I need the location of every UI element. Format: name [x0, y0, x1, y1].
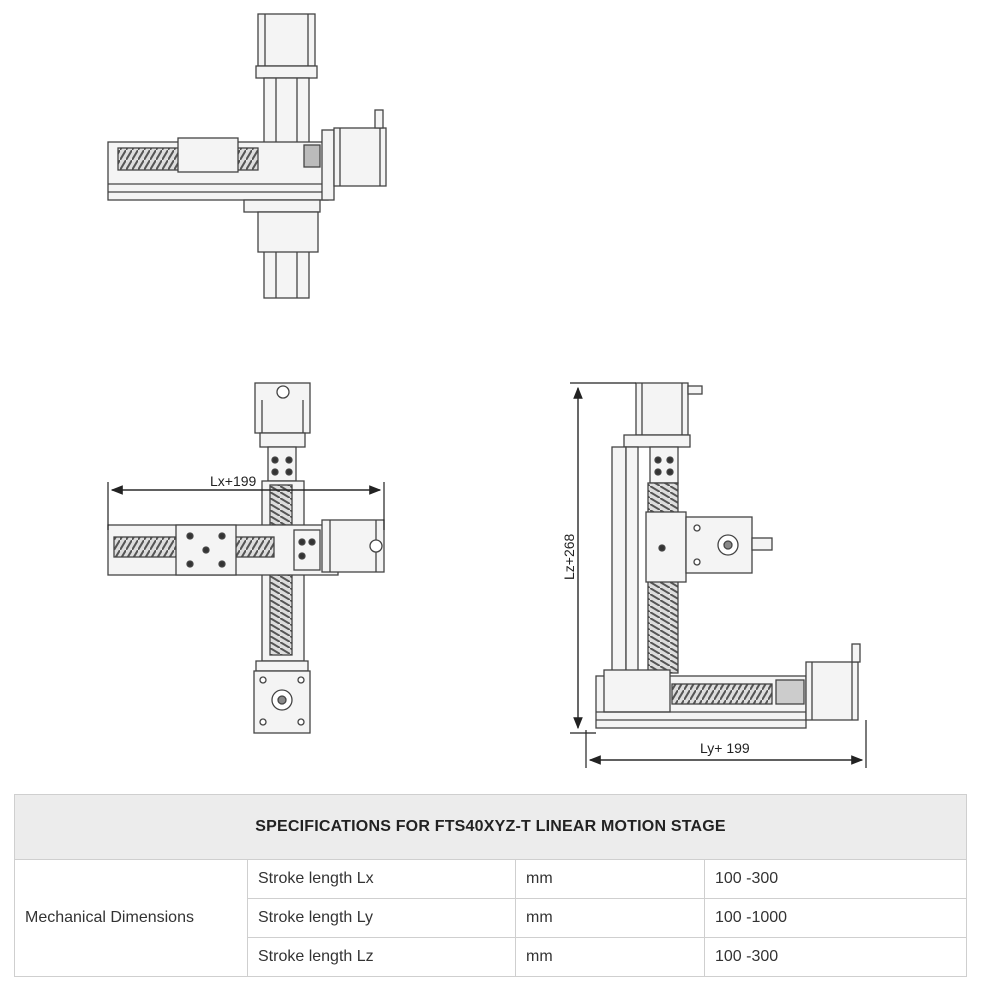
side-view-drawing	[596, 383, 860, 728]
ly-dimension-label: Ly+ 199	[700, 740, 750, 756]
group-label: Mechanical Dimensions	[15, 860, 248, 977]
unit-cell: mm	[516, 899, 705, 938]
front-view-drawing	[108, 383, 384, 733]
table-header-row	[15, 795, 967, 860]
param-cell: Stroke length Lz	[248, 938, 516, 977]
unit-cell: mm	[516, 938, 705, 977]
specifications-table	[14, 794, 967, 977]
param-cell: Stroke length Lx	[248, 860, 516, 899]
table-title: SPECIFICATIONS FOR FTS40XYZ-T LINEAR MOTION STAGE	[15, 795, 967, 860]
unit-cell: mm	[516, 860, 705, 899]
lz-dimension-label: Lz+268	[561, 533, 577, 580]
top-view-drawing	[108, 14, 386, 298]
value-cell: 100 -300	[705, 860, 967, 899]
table-row	[15, 860, 967, 899]
value-cell: 100 -300	[705, 938, 967, 977]
lx-dimension-label: Lx+199	[210, 473, 257, 489]
value-cell: 100 -1000	[705, 899, 967, 938]
param-cell: Stroke length Ly	[248, 899, 516, 938]
